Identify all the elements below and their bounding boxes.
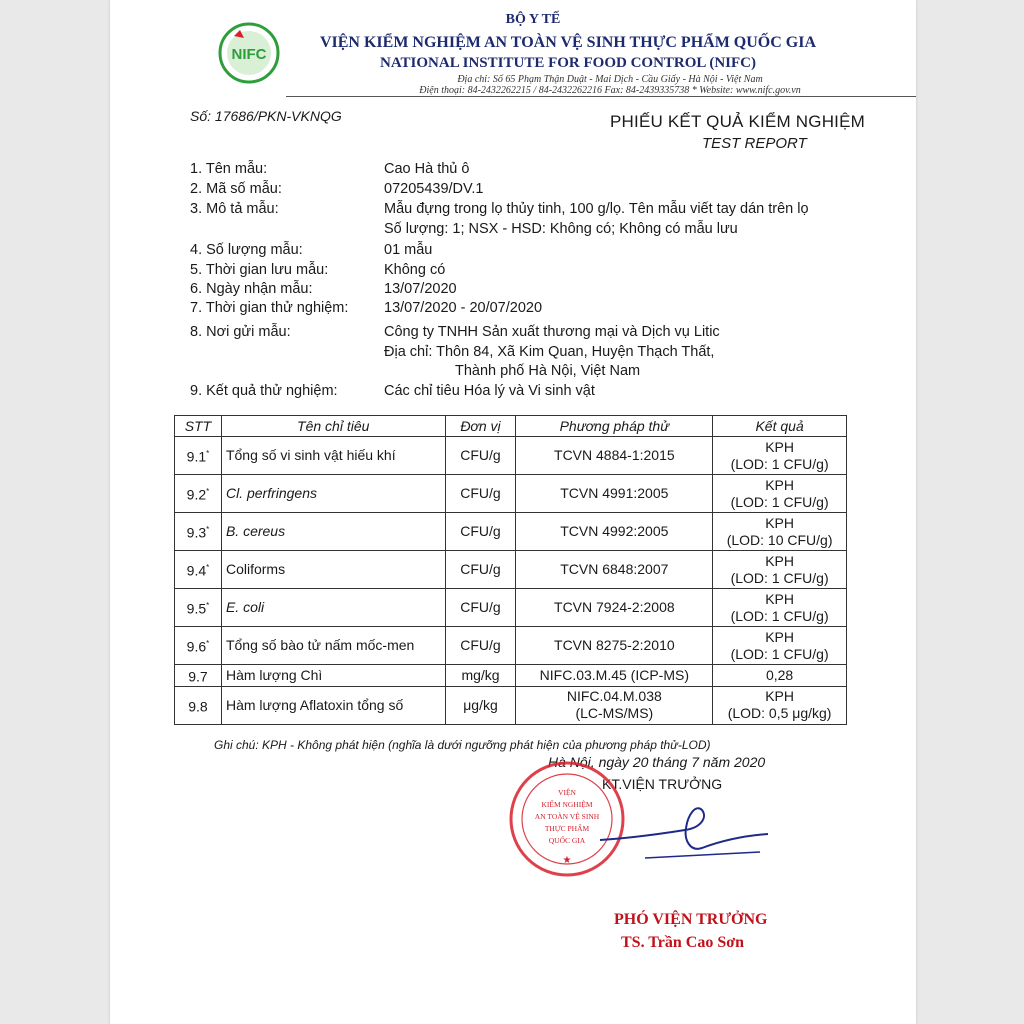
cell-method: TCVN 4884-1:2015 <box>516 437 713 475</box>
label-received-date: 6. Ngày nhận mẫu: <box>190 281 313 297</box>
report-page <box>110 0 916 1024</box>
institute-address: Địa chỉ: Số 65 Phạm Thận Duật - Mai Dịch - Cầu Giấy - Hà Nội - Việt Nam <box>457 74 763 85</box>
report-subtitle: TEST REPORT <box>702 135 807 152</box>
cell-result: KPH (LOD: 1 CFU/g) <box>713 475 847 513</box>
table-row <box>175 589 847 627</box>
signing-date: Hà Nội, ngày 20 tháng 7 năm 2020 <box>548 754 766 770</box>
institute-name-en: NATIONAL INSTITUTE FOR FOOD CONTROL (NIFC) <box>379 55 757 71</box>
value-sample-desc-2: Số lượng: 1; NSX - HSD: Không có; Không có mẫu lưu <box>384 221 738 237</box>
cell-name: Tổng số vi sinh vật hiếu khí <box>221 437 445 475</box>
label-sample-qty: 4. Số lượng mẫu: <box>190 242 303 258</box>
value-test-period: 13/07/2020 - 20/07/2020 <box>384 300 543 316</box>
cell-unit: CFU/g <box>445 627 516 665</box>
cell-stt: 9.4* <box>175 551 222 589</box>
header-name: Tên chỉ tiêu <box>221 416 445 437</box>
signature <box>590 790 775 880</box>
table-row <box>175 627 847 665</box>
svg-text:QUỐC GIA: QUỐC GIA <box>548 836 586 845</box>
svg-text:★: ★ <box>562 855 572 866</box>
cell-method: TCVN 4991:2005 <box>516 475 713 513</box>
cell-stt: 9.3* <box>175 513 222 551</box>
cell-stt: 9.6* <box>175 627 222 665</box>
cell-name: Coliforms <box>221 551 445 589</box>
label-sample-code: 2. Mã số mẫu: <box>190 181 282 197</box>
value-sample-desc-1: Mẫu đựng trong lọ thủy tinh, 100 g/lọ. Tên mẫu viết tay dán trên lọ <box>384 201 809 217</box>
header-unit: Đơn vị <box>445 416 516 437</box>
cell-method: TCVN 8275-2:2010 <box>516 627 713 665</box>
cell-method: TCVN 7924-2:2008 <box>516 589 713 627</box>
results-table <box>174 415 847 725</box>
table-header-row <box>175 416 847 437</box>
cell-method: NIFC.03.M.45 (ICP-MS) <box>516 665 713 687</box>
cell-result: 0,28 <box>713 665 847 687</box>
table-row <box>175 665 847 687</box>
cell-name: B. cereus <box>221 513 445 551</box>
svg-text:KIỂM NGHIỆM: KIỂM NGHIỆM <box>541 800 593 809</box>
value-sample-code: 07205439/DV.1 <box>384 181 484 197</box>
cell-stt: 9.8 <box>175 686 222 724</box>
header-stt: STT <box>175 416 222 437</box>
label-sample-name: 1. Tên mẫu: <box>190 161 268 177</box>
cell-unit: CFU/g <box>445 589 516 627</box>
cell-method: TCVN 4992:2005 <box>516 513 713 551</box>
cell-result: KPH (LOD: 1 CFU/g) <box>713 627 847 665</box>
header-rule <box>286 96 916 97</box>
cell-unit: CFU/g <box>445 475 516 513</box>
value-sender-address-1: Địa chỉ: Thôn 84, Xã Kim Quan, Huyện Thạch Thất, <box>384 344 715 360</box>
cell-unit: CFU/g <box>445 513 516 551</box>
cell-method: NIFC.04.M.038 (LC-MS/MS) <box>516 686 713 724</box>
cell-stt: 9.7 <box>175 665 222 687</box>
report-title: PHIẾU KẾT QUẢ KIỂM NGHIỆM <box>610 112 866 131</box>
table-row <box>175 437 847 475</box>
institute-contact: Điện thoại: 84-2432262215 / 84-2432262216 Fax: 84-2439335738 * Website: www.nifc.gov.vn <box>419 85 801 96</box>
label-sender: 8. Nơi gửi mẫu: <box>190 324 291 340</box>
cell-stt: 9.5* <box>175 589 222 627</box>
svg-text:THỰC PHẨM: THỰC PHẨM <box>544 824 590 833</box>
table-row <box>175 513 847 551</box>
cell-result: KPH (LOD: 1 CFU/g) <box>713 437 847 475</box>
cell-method: TCVN 6848:2007 <box>516 551 713 589</box>
cell-name: E. coli <box>221 589 445 627</box>
cell-unit: CFU/g <box>445 437 516 475</box>
cell-result: KPH (LOD: 0,5 μg/kg) <box>713 686 847 724</box>
cell-result: KPH (LOD: 1 CFU/g) <box>713 589 847 627</box>
signer-name: TS. Trần Cao Sơn <box>621 934 744 951</box>
label-test-period: 7. Thời gian thử nghiệm: <box>190 300 349 316</box>
table-row <box>175 475 847 513</box>
header-method: Phương pháp thử <box>516 416 713 437</box>
value-test-result: Các chỉ tiêu Hóa lý và Vi sinh vật <box>384 383 595 399</box>
value-sample-name: Cao Hà thủ ô <box>384 161 470 177</box>
value-sender-company: Công ty TNHH Sản xuất thương mại và Dịch vụ Litic <box>384 324 720 340</box>
footnote: Ghi chú: KPH - Không phát hiện (nghĩa là dưới ngưỡng phát hiện của phương pháp thử-LOD) <box>214 738 711 752</box>
cell-unit: mg/kg <box>445 665 516 687</box>
cell-name: Tổng số bào tử nấm mốc-men <box>221 627 445 665</box>
cell-name: Hàm lượng Chì <box>221 665 445 687</box>
cell-stt: 9.2* <box>175 475 222 513</box>
label-sample-desc: 3. Mô tả mẫu: <box>190 201 279 217</box>
cell-unit: CFU/g <box>445 551 516 589</box>
table-row <box>175 686 847 724</box>
signer-title: PHÓ VIỆN TRƯỞNG <box>614 911 768 928</box>
document-number: Số: 17686/PKN-VKNQG <box>190 108 342 124</box>
cell-name: Hàm lượng Aflatoxin tổng số <box>221 686 445 724</box>
nifc-logo <box>218 22 280 84</box>
signing-authority: KT.VIỆN TRƯỞNG <box>602 776 723 792</box>
cell-name: Cl. perfringens <box>221 475 445 513</box>
value-received-date: 13/07/2020 <box>384 281 457 297</box>
institute-name-vi: VIỆN KIỂM NGHIỆM AN TOÀN VỆ SINH THỰC PHẨM QUỐC GIA <box>319 34 817 51</box>
ministry-name: BỘ Y TẾ <box>505 12 561 27</box>
label-retention: 5. Thời gian lưu mẫu: <box>190 262 329 278</box>
cell-result: KPH (LOD: 10 CFU/g) <box>713 513 847 551</box>
svg-text:VIỆN: VIỆN <box>558 788 576 797</box>
value-sample-qty: 01 mẫu <box>384 242 433 258</box>
label-test-result: 9. Kết quả thử nghiệm: <box>190 383 338 399</box>
table-row <box>175 551 847 589</box>
cell-stt: 9.1* <box>175 437 222 475</box>
svg-text:AN TOÀN VỆ SINH: AN TOÀN VỆ SINH <box>534 812 600 821</box>
cell-result: KPH (LOD: 1 CFU/g) <box>713 551 847 589</box>
cell-unit: μg/kg <box>445 686 516 724</box>
svg-text:NIFC: NIFC <box>231 46 267 63</box>
value-retention: Không có <box>384 262 446 278</box>
value-sender-address-2: Thành phố Hà Nội, Việt Nam <box>455 363 641 379</box>
header-result: Kết quả <box>713 416 847 437</box>
